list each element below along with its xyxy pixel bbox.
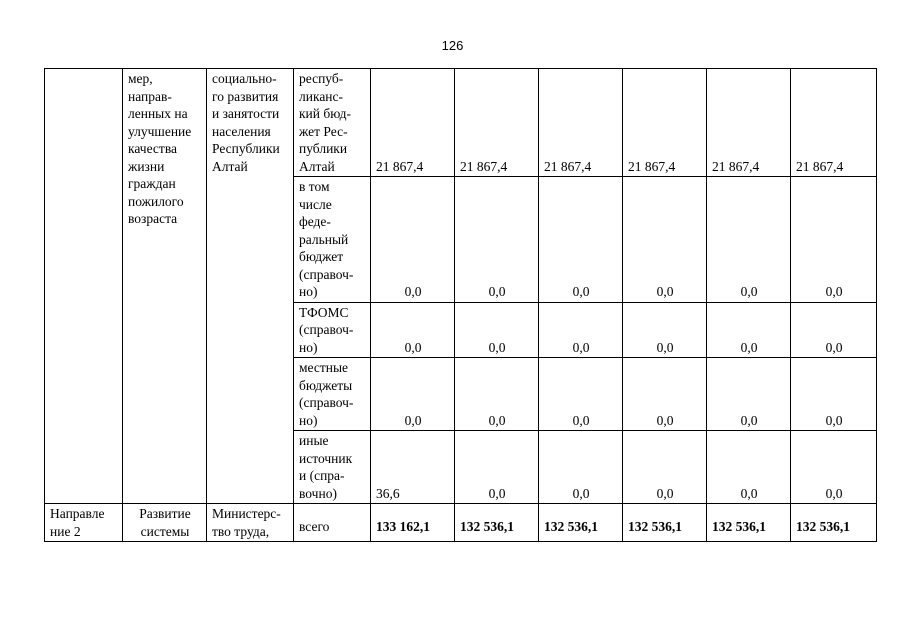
value-cell: 21 867,4 <box>455 69 539 177</box>
value-cell: 21 867,4 <box>539 69 623 177</box>
measure-name-cell: Развитие системы <box>123 504 207 542</box>
value-cell: 36,6 <box>371 431 455 504</box>
executor-cell: социально- го развития и занятости населения Республики Алтай <box>207 69 294 504</box>
total-value-cell: 132 536,1 <box>791 504 877 542</box>
value-cell: 0,0 <box>539 177 623 303</box>
funding-source-cell: иные источник и (спра- вочно) <box>294 431 371 504</box>
value-cell: 0,0 <box>371 177 455 303</box>
total-value-cell: 132 536,1 <box>707 504 791 542</box>
table-row <box>45 504 877 542</box>
total-value-cell: 132 536,1 <box>539 504 623 542</box>
value-cell: 0,0 <box>707 358 791 431</box>
funding-source-cell: всего <box>294 504 371 542</box>
value-cell: 0,0 <box>707 431 791 504</box>
value-cell: 0,0 <box>455 177 539 303</box>
budget-table <box>44 68 877 542</box>
page-number: 126 <box>441 38 464 53</box>
value-cell: 21 867,4 <box>791 69 877 177</box>
table-row <box>45 69 877 177</box>
value-cell: 0,0 <box>539 358 623 431</box>
value-cell: 0,0 <box>707 302 791 358</box>
total-value-cell: 132 536,1 <box>455 504 539 542</box>
value-cell: 0,0 <box>371 302 455 358</box>
value-cell: 0,0 <box>791 431 877 504</box>
value-cell: 0,0 <box>623 358 707 431</box>
funding-source-cell: ТФОМС (справоч- но) <box>294 302 371 358</box>
value-cell: 0,0 <box>791 358 877 431</box>
value-cell: 21 867,4 <box>707 69 791 177</box>
total-value-cell: 133 162,1 <box>371 504 455 542</box>
value-cell: 0,0 <box>623 302 707 358</box>
value-cell: 0,0 <box>371 358 455 431</box>
value-cell: 0,0 <box>707 177 791 303</box>
measure-name-cell: мер, направ- ленных на улучшение качества жизни граждан пожилого возраста <box>123 69 207 504</box>
direction-cell: Направле ние 2 <box>45 504 123 542</box>
value-cell: 0,0 <box>791 177 877 303</box>
value-cell: 0,0 <box>455 358 539 431</box>
value-cell: 0,0 <box>539 431 623 504</box>
total-value-cell: 132 536,1 <box>623 504 707 542</box>
value-cell: 0,0 <box>539 302 623 358</box>
value-cell: 0,0 <box>455 431 539 504</box>
funding-source-cell: в том числе феде- ральный бюджет (справоч- но) <box>294 177 371 303</box>
value-cell: 0,0 <box>623 431 707 504</box>
value-cell: 0,0 <box>455 302 539 358</box>
value-cell: 21 867,4 <box>623 69 707 177</box>
value-cell: 0,0 <box>791 302 877 358</box>
value-cell: 21 867,4 <box>371 69 455 177</box>
direction-cell <box>45 69 123 504</box>
funding-source-cell: местные бюджеты (справоч- но) <box>294 358 371 431</box>
funding-source-cell: респуб- ликанс- кий бюд- жет Рес- публики Алтай <box>294 69 371 177</box>
value-cell: 0,0 <box>623 177 707 303</box>
executor-cell: Министерс- тво труда, <box>207 504 294 542</box>
